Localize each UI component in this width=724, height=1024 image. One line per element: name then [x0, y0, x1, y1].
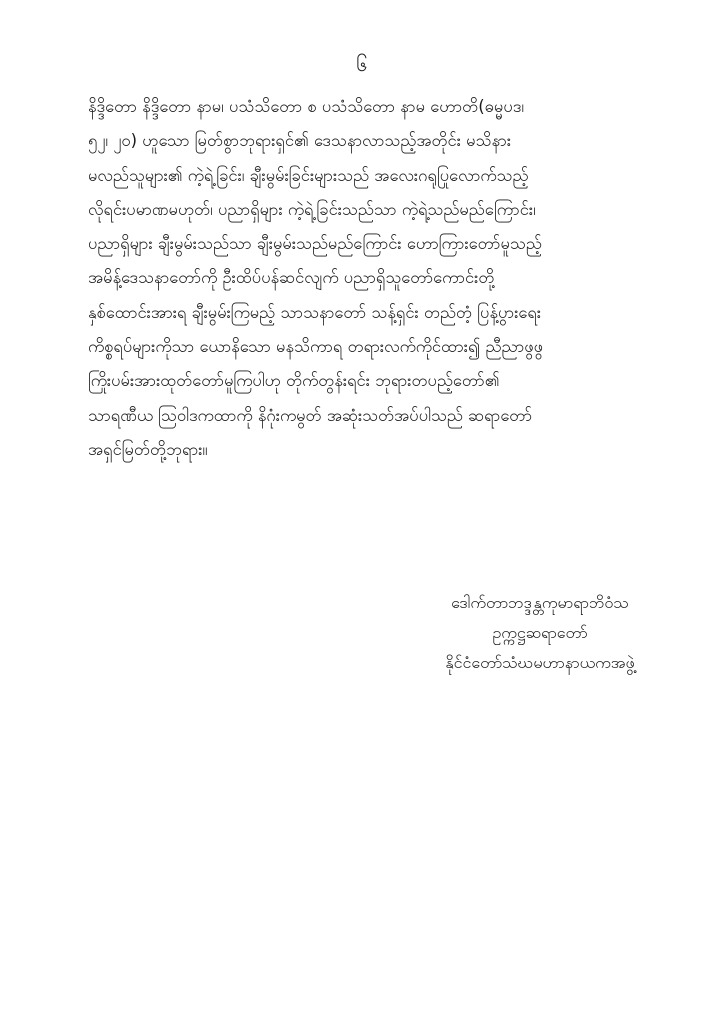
body-line: ၅၂၊ ၂၀) ဟူသော မြတ်စွာဘုရားရှင်၏ ဒေသနာလာသည့်အတိုင်း မသိနား: [88, 131, 512, 151]
body-line: မလည်သူများ၏ ကဲ့ရဲ့ခြင်း၊ ချီးမွမ်းခြင်းများသည် အလေးဂရုပြုလောက်သည့်: [88, 165, 529, 185]
body-line: နိဒ္ဒိတော နိဒ္ဒိတော နာမ၊ ပသံသိတော စ ပသံသိတော နာမ ဟောတိ(ဓမ္မပဒ၊: [88, 97, 524, 116]
signatory-name: ဒေါက်တာဘဒ္ဒန္တကုမာရာဘိဝံသ: [451, 593, 629, 612]
signatory-title: ဥက္ကဋ္ဌဆရာတော်: [492, 623, 588, 642]
body-line: အမိန့်ဒေသနာတော်ကို ဦးထိပ်ပန်ဆင်လျက် ပညာရှိသူတော်ကောင်းတို့: [88, 268, 495, 288]
page-number: ၆: [356, 52, 368, 76]
body-line: သာရဏီယ သြဝါဒကထာကို နိဂုံးကမွတ် အဆုံးသတ်အပ်ပါသည် ဆရာတော်: [88, 405, 533, 425]
body-line: ပညာရှိများ ချီးမွမ်းသည်သာ ချီးမွမ်းသည်မည်ကြောင်း ဟောကြားတော်မူသည့်: [88, 234, 542, 254]
body-line: ကြိုးပမ်းအားထုတ်တော်မူကြပါဟု တိုက်တွန်းရင်း ဘုရားတပည့်တော်၏: [88, 371, 500, 391]
signature-block: [390, 588, 690, 678]
body-paragraph: [88, 90, 648, 467]
body-line: အရှင်မြတ်တို့ဘုရား။: [88, 439, 208, 459]
body-line: လိုရင်းပမာဏမဟုတ်၊ ပညာရှိများ ကဲ့ရဲ့ခြင်းသည်သာ ကဲ့ရဲ့သည်မည်ကြောင်း၊: [88, 199, 536, 219]
signatory-organization: နိုင်ငံတော်သံဃမဟာနာယကအဖွဲ့: [445, 653, 635, 672]
body-line: ကိစ္စရပ်များကိုသာ ယောနိသော မနသိကာရ တရားလက်ကိုင်ထား၍ ညီညာဖွဖွ: [88, 337, 544, 357]
body-line: နှစ်ထောင်းအားရ ချီးမွမ်းကြမည့် သာသနာတော် သန့်ရှင်း တည်တံ့ ပြန့်ပွားရေး: [88, 302, 542, 322]
